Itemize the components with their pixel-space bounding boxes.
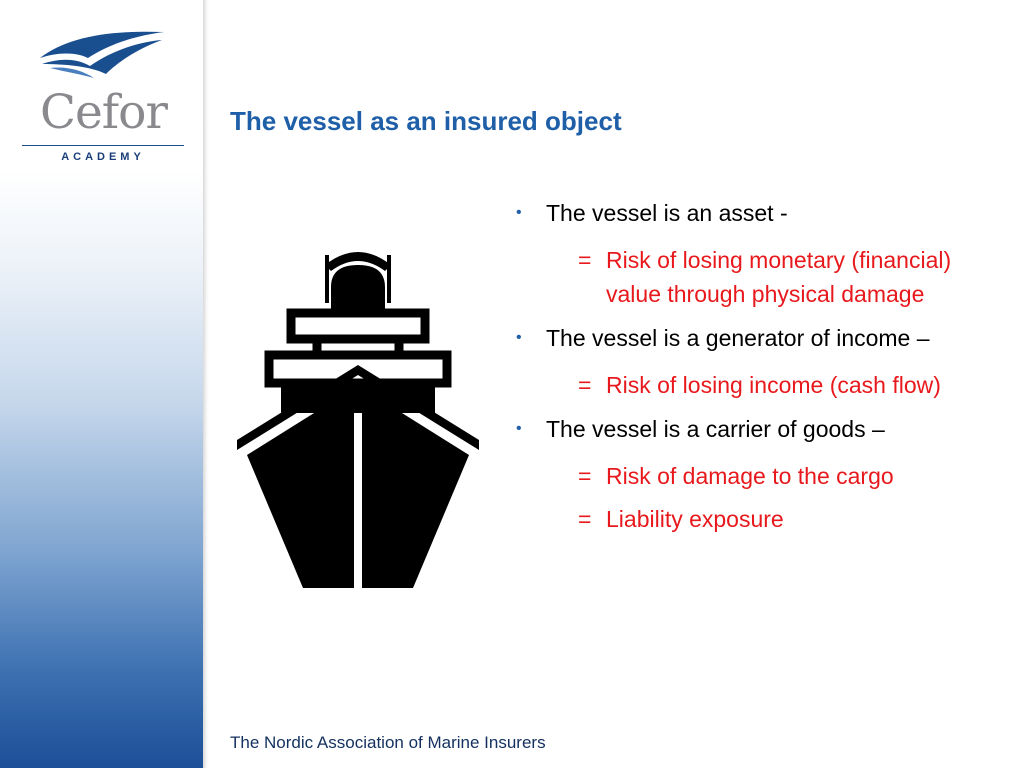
bullet-list <box>510 196 990 536</box>
sub-marker: = <box>578 463 592 489</box>
bullet-marker: • <box>516 204 522 221</box>
sub-item <box>510 243 990 311</box>
sub-item <box>510 502 990 536</box>
bullet-item <box>510 196 990 230</box>
bullet-item <box>510 321 990 355</box>
footer-text: The Nordic Association of Marine Insurers <box>230 733 546 752</box>
sub-item <box>510 368 990 402</box>
sub-marker: = <box>578 506 592 532</box>
bullet-marker: • <box>516 420 522 437</box>
bullet-list-container <box>510 196 990 545</box>
sub-marker: = <box>578 247 592 273</box>
bullet-text: The vessel is a carrier of goods – <box>546 416 885 442</box>
sub-marker: = <box>578 372 592 398</box>
sub-text: Risk of losing monetary (financial) value through physical damage <box>606 247 952 307</box>
waves-icon <box>36 28 168 80</box>
sidebar-divider <box>203 0 209 768</box>
logo-subtitle: ACADEMY <box>61 151 145 163</box>
bullet-text: The vessel is an asset - <box>546 200 788 226</box>
logo-rule <box>22 145 184 146</box>
bullet-text: The vessel is a generator of income – <box>546 325 930 351</box>
sub-text: Risk of losing income (cash flow) <box>606 372 941 398</box>
sub-text: Liability exposure <box>606 506 784 532</box>
bullet-item <box>510 412 990 446</box>
logo-wordmark: Cefor <box>40 85 167 140</box>
sub-item <box>510 459 990 493</box>
ship-icon <box>233 243 483 588</box>
sub-text: Risk of damage to the cargo <box>606 463 894 489</box>
slide-title: The vessel as an insured object <box>230 106 622 136</box>
bullet-marker: • <box>516 329 522 346</box>
